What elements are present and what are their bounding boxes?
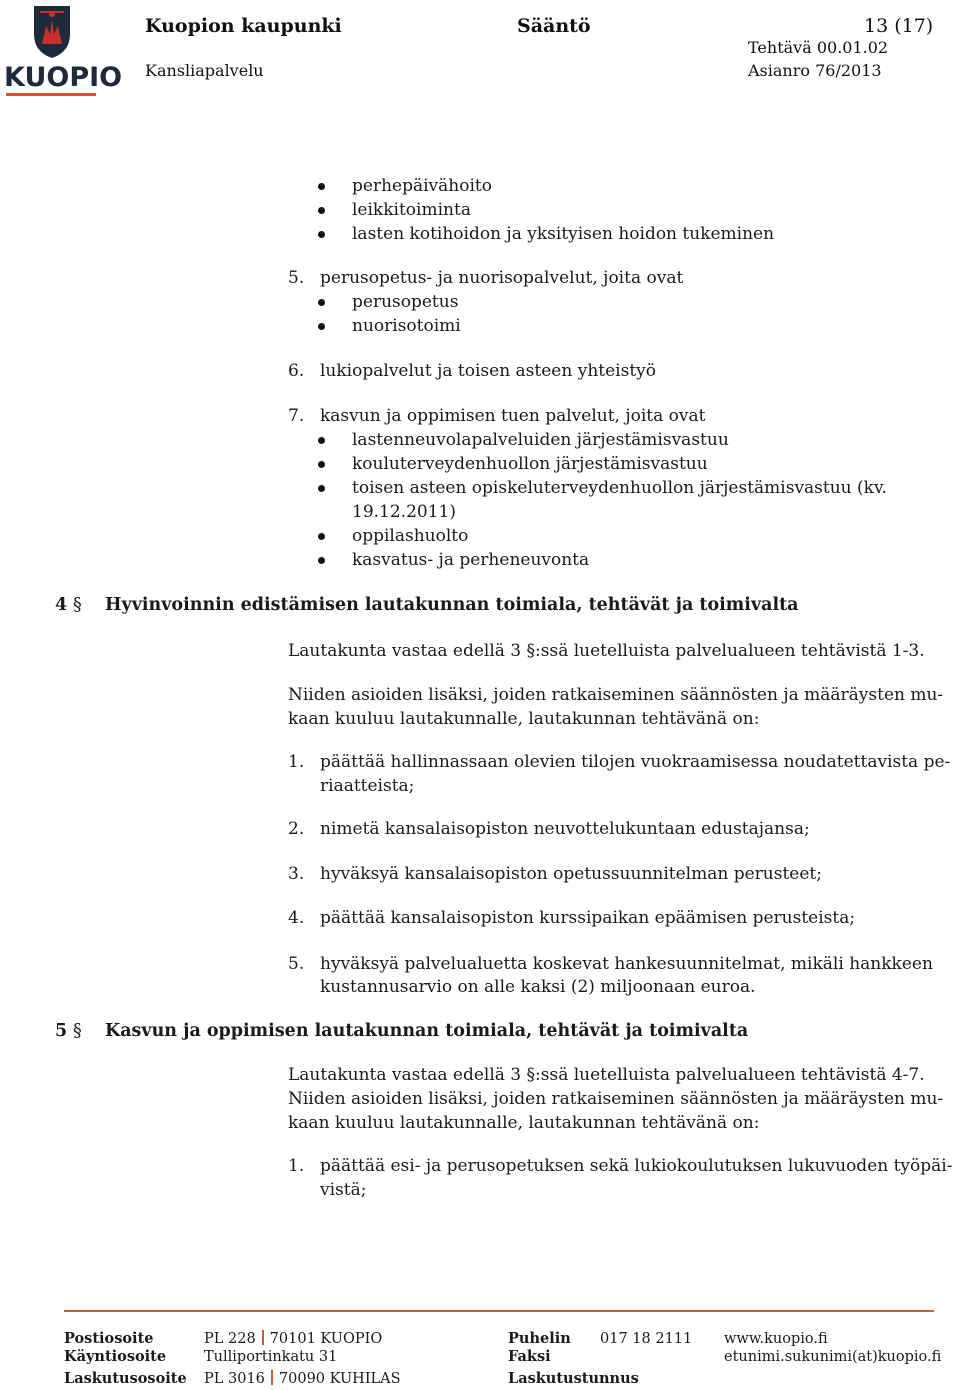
section-title: Kasvun ja oppimisen lautakunnan toimiala, tehtävät ja toimivalta — [105, 1021, 749, 1041]
footer-visit-label: Käyntiosoite — [64, 1348, 167, 1365]
bullet-dot — [318, 533, 325, 540]
footer-billing-value: PL 3016 70090 KUHILAS — [204, 1371, 401, 1387]
section-number: 4 — [55, 595, 68, 615]
logo-text: KUOPIO — [4, 62, 123, 93]
list-number: 2. — [288, 819, 305, 839]
section-paragraph: kaan kuuluu lautakunnalle, lautakunnan tehtävänä on: — [288, 1113, 760, 1133]
footer-billingid-label: Laskutustunnus — [508, 1370, 639, 1387]
list-item: päättää hallinnassaan olevien tilojen vuokraamisessa noudatettavista pe- — [320, 752, 951, 772]
list-item: toisen asteen opiskeluterveydenhuollon järjestämisvastuu (kv. — [352, 478, 887, 498]
list-number: 5. — [288, 268, 305, 288]
kuopio-logo — [4, 4, 123, 96]
list-item: oppilashuolto — [352, 526, 469, 546]
unit-name: Kansliapalvelu — [145, 61, 264, 80]
list-item-continuation: kustannusarvio on alle kaksi (2) miljoonaan euroa. — [320, 977, 756, 997]
section-sign: § — [73, 1021, 82, 1041]
org-name: Kuopion kaupunki — [145, 15, 342, 37]
bullet-dot — [318, 323, 325, 330]
reference-number: Asianro 76/2013 — [748, 61, 882, 80]
footer-visit-value: Tulliportinkatu 31 — [204, 1349, 338, 1365]
list-item-continuation: 19.12.2011) — [352, 502, 456, 522]
footer-divider — [64, 1310, 934, 1312]
bullet-dot — [318, 461, 325, 468]
footer-phone-label: Puhelin — [508, 1330, 571, 1347]
list-item: kasvun ja oppimisen tuen palvelut, joita ovat — [320, 406, 706, 426]
doc-type: Sääntö — [517, 15, 591, 37]
bullet-dot — [318, 437, 325, 444]
list-item: päättää kansalaisopiston kurssipaikan epäämisen perusteista; — [320, 908, 856, 928]
list-number: 4. — [288, 908, 305, 928]
section-paragraph: Niiden asioiden lisäksi, joiden ratkaiseminen säännösten ja määräysten mu- — [288, 1089, 944, 1109]
footer-postal-label: Postiosoite — [64, 1330, 154, 1347]
section-number: 5 — [55, 1021, 68, 1041]
section-paragraph: Lautakunta vastaa edellä 3 §:ssä luetelluista palvelualueen tehtävistä 1-3. — [288, 641, 925, 661]
list-item: kouluterveydenhuollon järjestämisvastuu — [352, 454, 708, 474]
bullet-dot — [318, 231, 325, 238]
list-number: 7. — [288, 406, 305, 426]
list-item: lastenneuvolapalveluiden järjestämisvastuu — [352, 430, 729, 450]
footer-billing-label: Laskutusosoite — [64, 1370, 187, 1387]
page-number: 13 (17) — [864, 15, 934, 37]
section-paragraph: Lautakunta vastaa edellä 3 §:ssä luetelluista palvelualueen tehtävistä 4-7. — [288, 1065, 925, 1085]
list-item: perusopetus — [352, 292, 459, 312]
bullet-dot — [318, 485, 325, 492]
coat-of-arms-icon — [22, 4, 82, 60]
list-number: 5. — [288, 954, 305, 974]
list-item: perusopetus- ja nuorisopalvelut, joita ovat — [320, 268, 684, 288]
list-item: lasten kotihoidon ja yksityisen hoidon tukeminen — [352, 224, 775, 244]
footer-email-link[interactable]: etunimi.sukunimi(at)kuopio.fi — [724, 1349, 942, 1365]
footer-website-link[interactable]: www.kuopio.fi — [724, 1331, 828, 1347]
list-item: nuorisotoimi — [352, 316, 461, 336]
list-number: 1. — [288, 1156, 305, 1176]
bullet-dot — [318, 557, 325, 564]
footer-phone-value: 017 18 2111 — [600, 1331, 693, 1347]
list-item: kasvatus- ja perheneuvonta — [352, 550, 590, 570]
bullet-dot — [318, 299, 325, 306]
list-item-continuation: vistä; — [320, 1180, 367, 1200]
section-paragraph: kaan kuuluu lautakunnalle, lautakunnan tehtävänä on: — [288, 709, 760, 729]
list-item: lukiopalvelut ja toisen asteen yhteistyö — [320, 361, 656, 381]
list-item: hyväksyä kansalaisopiston opetussuunnitelman perusteet; — [320, 864, 822, 884]
section-title: Hyvinvoinnin edistämisen lautakunnan toimiala, tehtävät ja toimivalta — [105, 595, 799, 615]
list-number: 6. — [288, 361, 305, 381]
task-code: Tehtävä 00.01.02 — [748, 38, 889, 57]
list-item: päättää esi- ja perusopetuksen sekä lukiokoulutuksen lukuvuoden työpäi- — [320, 1156, 953, 1176]
list-item: leikkitoiminta — [352, 200, 471, 220]
section-sign: § — [73, 595, 82, 615]
list-number: 1. — [288, 752, 305, 772]
list-item: nimetä kansalaisopiston neuvottelukuntaan edustajansa; — [320, 819, 810, 839]
section-paragraph: Niiden asioiden lisäksi, joiden ratkaiseminen säännösten ja määräysten mu- — [288, 685, 944, 705]
footer-postal-value: PL 228 70101 KUOPIO — [204, 1331, 383, 1347]
bullet-dot — [318, 207, 325, 214]
footer-fax-label: Faksi — [508, 1348, 551, 1365]
list-item: perhepäivähoito — [352, 176, 492, 196]
list-item: hyväksyä palvelualuetta koskevat hankesuunnitelmat, mikäli hankkeen — [320, 954, 933, 974]
bullet-dot — [318, 183, 325, 190]
logo-underline — [6, 93, 96, 96]
list-item-continuation: riaatteista; — [320, 776, 415, 796]
list-number: 3. — [288, 864, 305, 884]
